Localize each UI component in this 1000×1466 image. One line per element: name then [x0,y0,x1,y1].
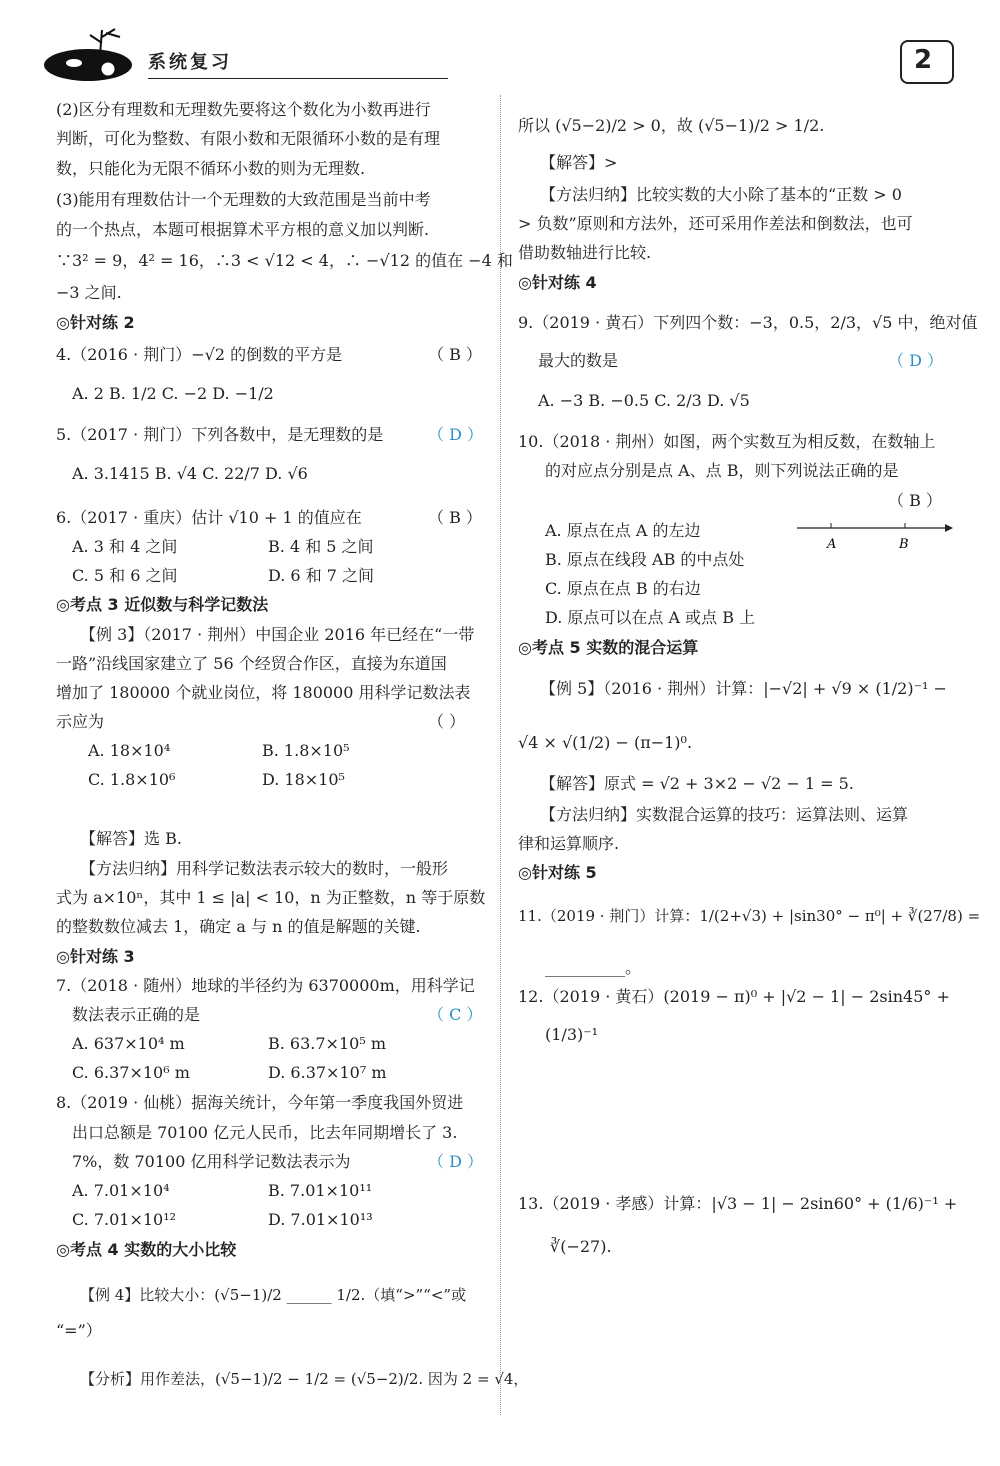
text-line: 【例 3】（2017 · 荆州）中国企业 2016 年已经在“一带 [80,625,475,644]
answer-6: （ B ） [428,508,482,527]
question-10: 10.（2018 · 荆州）如图，两个实数互为相反数，在数轴上 [518,432,936,451]
options-4: A. 2 B. 1/2 C. −2 D. −1/2 [72,384,274,403]
question-9: 9.（2019 · 黄石）下列四个数：−3，0.5，2/3，√5 中，绝对值 [518,313,978,332]
text-line: √4 × √(1/2) − (π−1)⁰. [518,733,693,752]
answer-5: （ D ） [428,425,484,444]
question-6: 6.（2017 · 重庆）估计 √10 + 1 的值应在 [56,508,362,527]
answer-ex3: （ ） [428,712,466,731]
option: B. 7.01×10¹¹ [268,1181,373,1200]
question-8: 8.（2019 · 仙桃）据海关统计，今年第一季度我国外贸进 [56,1093,464,1112]
answer-9: （ D ） [888,351,944,370]
question-13: 13.（2019 · 孝感）计算：|√3 − 1| − 2sin60° + (1/6)⁻¹ + [518,1194,958,1213]
text-line: (1/3)⁻¹ [545,1025,599,1044]
section-label: ◎针对练 2 [56,313,135,332]
text-line: 式为 a×10ⁿ，其中 1 ≤ |a| < 10，n 为正整数，n 等于原数 [56,888,486,907]
answer-7: （ C ） [428,1005,483,1024]
point-a-label: A [827,537,837,552]
method-summary: 【方法归纳】比较实数的大小除了基本的“正数 > 0 [540,185,902,204]
text-line: > 负数”原则和方法外，还可采用作差法和倒数法，也可 [518,214,913,233]
method-summary: 【方法归纳】实数混合运算的技巧：运算法则、运算 [540,805,909,824]
option: A. 7.01×10⁴ [72,1181,170,1200]
text-line: 数法表示正确的是 [72,1005,201,1024]
text-line: 最大的数是 [538,351,619,370]
answer-blank-11: __________。 [545,958,642,977]
text-line: 增加了 180000 个就业岗位，将 180000 用科学记数法表 [56,683,471,702]
text-line: 示应为 [56,712,105,731]
option: A. 637×10⁴ m [72,1034,185,1053]
option: D. 原点可以在点 A 或点 B 上 [545,608,756,627]
option: C. 原点在点 B 的右边 [545,579,701,598]
option: C. 5 和 6 之间 [72,566,178,585]
option: A. 18×10⁴ [88,741,171,760]
section-label: ◎针对练 5 [518,863,597,882]
text-line: ∵3² = 9，4² = 16，∴3 < √12 < 4，∴ −√12 的值在 −4 和 [56,251,513,270]
option: C. 1.8×10⁶ [88,770,176,789]
number-line-diagram [795,516,955,556]
text-line: −3 之间. [56,283,122,302]
text-line: 数，只能化为无限不循环小数的则为无理数. [56,159,366,178]
text-line: “=”） [56,1321,102,1340]
text-line: 律和运算顺序. [518,834,620,853]
question-7: 7.（2018 · 随州）地球的半径约为 6370000m，用科学记 [56,976,475,995]
option: B. 63.7×10⁵ m [268,1034,386,1053]
question-4: 4.（2016 · 荆门）−√2 的倒数的平方是 [56,345,343,364]
option: D. 6 和 7 之间 [268,566,375,585]
option: B. 1.8×10⁵ [262,741,350,760]
example-4: 【例 4】比较大小：(√5−1)/2 ______ 1/2.（填“>”“<”或 [80,1286,467,1304]
example-5: 【例 5】（2016 · 荆州）计算：|−√2| + √9 × (1/2)⁻¹ − [540,679,947,698]
option: C. 7.01×10¹² [72,1210,177,1229]
option: A. 原点在点 A 的左边 [545,521,701,540]
text-line: 的整数数位减去 1，确定 a 与 n 的值是解题的关键. [56,917,421,936]
question-11: 11.（2019 · 荆门）计算：1/(2+√3) + |sin30° − π⁰| + ∛(27/8) = [518,907,981,925]
text-line: ∛(−27). [550,1237,612,1256]
solution: 【解答】原式 = √2 + 3×2 − √2 − 1 = 5. [540,774,854,793]
text-line: (2)区分有理数和无理数先要将这个数化为小数再进行 [56,100,431,119]
option: A. 3 和 4 之间 [72,537,178,556]
text-line: 的一个热点，本题可根据算术平方根的意义加以判断. [56,220,430,239]
column-divider [500,95,501,1415]
analysis: 【分析】用作差法，(√5−1)/2 − 1/2 = (√5−2)/2. 因为 2 = √4， [80,1370,529,1388]
text-line: 所以 (√5−2)/2 > 0，故 (√5−1)/2 > 1/2. [518,116,825,135]
answer-10: （ B ） [888,491,942,510]
text-line: 判断，可化为整数、有限小数和无限循环小数的是有理 [56,129,441,148]
section-label: ◎针对练 4 [518,273,597,292]
method-summary: 【方法归纳】用科学记数法表示较大的数时，一般形 [80,859,449,878]
option: B. 原点在线段 AB 的中点处 [545,550,745,569]
section-heading: ◎考点 4 实数的大小比较 [56,1240,237,1259]
text-line: 的对应点分别是点 A、点 B，则下列说法正确的是 [545,461,899,480]
answer-8: （ D ） [428,1152,484,1171]
logo-icon [40,25,140,85]
option: D. 6.37×10⁷ m [268,1063,387,1082]
text-line: 一路”沿线国家建立了 56 个经贸合作区，直接为东道国 [56,654,447,673]
section-label: ◎针对练 3 [56,947,135,966]
point-b-label: B [899,537,909,552]
answer-4: （ B ） [428,345,482,364]
option: D. 18×10⁵ [262,770,345,789]
text-line: 7%，数 70100 亿用科学记数法表示为 [72,1152,351,1171]
options-9: A. −3 B. −0.5 C. 2/3 D. √5 [538,391,750,410]
section-heading: ◎考点 3 近似数与科学记数法 [56,595,269,614]
solution: 【解答】> [540,153,618,172]
option: C. 6.37×10⁶ m [72,1063,190,1082]
solution: 【解答】选 B. [80,829,182,848]
question-5: 5.（2017 · 荆门）下列各数中，是无理数的是 [56,425,384,444]
text-line: 借助数轴进行比较. [518,243,652,262]
option: D. 7.01×10¹³ [268,1210,373,1229]
page-number: 2 [914,45,933,75]
section-heading: ◎考点 5 实数的混合运算 [518,638,699,657]
options-5: A. 3.1415 B. √4 C. 22/7 D. √6 [72,464,308,483]
text-line: (3)能用有理数估计一个无理数的大致范围是当前中考 [56,190,431,209]
page-title: 系统复习 [148,52,232,73]
header-rule [148,78,448,79]
text-line: 出口总额是 70100 亿元人民币，比去年同期增长了 3. [72,1123,458,1142]
question-12: 12.（2019 · 黄石）(2019 − π)⁰ + |√2 − 1| − 2sin45° + [518,987,950,1006]
option: B. 4 和 5 之间 [268,537,374,556]
